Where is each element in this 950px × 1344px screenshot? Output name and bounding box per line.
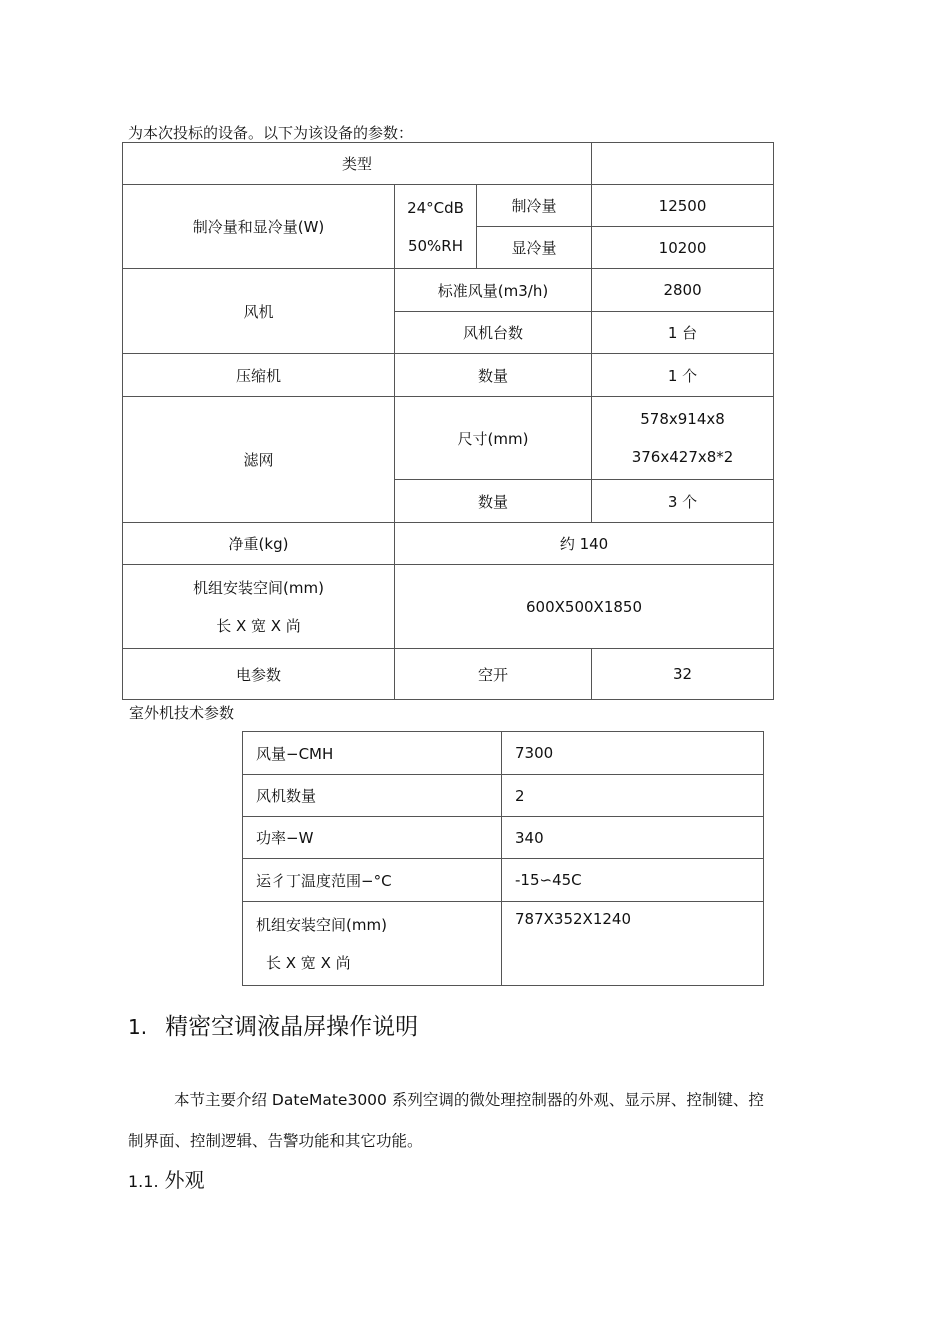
outdoor-title: 室外机技术参数	[129, 704, 235, 722]
filter-size-value	[592, 397, 774, 480]
cooling-label: 制冷量和显冷量(W)	[123, 185, 395, 269]
compressor-qty-value: 1 个	[592, 354, 774, 397]
outdoor-spec-table	[242, 731, 764, 986]
test-condition	[395, 185, 477, 269]
outdoor-row-label: 风量−CMH	[243, 732, 502, 775]
indoor-spec-table	[122, 142, 774, 700]
outdoor-row-label: 运彳丁温度范围−°C	[243, 859, 502, 902]
section-paragraph: 本节主要介绍 DateMate3000 系列空调的微处理控制器的外观、显示屏、控制键、控制界面、控制逻辑、告警功能和其它功能。	[128, 1091, 764, 1150]
outdoor-row-value: 7300	[502, 732, 764, 775]
filter-size-2: 376x427x8*2	[631, 448, 734, 466]
section-heading-1	[128, 1008, 418, 1041]
space-label-1: 机组安装空间(mm)	[193, 578, 324, 597]
filter-qty-label: 数量	[395, 480, 592, 523]
outdoor-row-label: 功率−W	[243, 817, 502, 859]
electrical-label: 电参数	[123, 649, 395, 700]
intro-text: 为本次投标的设备。以下为该设备的参数：	[128, 124, 414, 142]
outdoor-space-value: 787X352X1240	[502, 902, 764, 986]
space-label	[123, 565, 395, 649]
filter-label: 滤网	[123, 397, 395, 523]
space-label-2: 长 X 宽 X 尚	[216, 616, 301, 635]
weight-value: 约 140	[395, 523, 774, 565]
type-label: 类型	[123, 143, 592, 185]
space-value: 600X500X1850	[395, 565, 774, 649]
type-value	[592, 143, 774, 185]
filter-size-1: 578x914x8	[640, 410, 725, 428]
compressor-label: 压缩机	[123, 354, 395, 397]
breaker-label: 空开	[395, 649, 592, 700]
fan-count-label: 风机台数	[395, 312, 592, 354]
outdoor-row-label: 风机数量	[243, 775, 502, 817]
section-heading-1-1	[128, 1164, 205, 1193]
subsection-title: 外观	[164, 1168, 205, 1192]
outdoor-row-value: 2	[502, 775, 764, 817]
cooling-sensible-label: 显冷量	[477, 227, 592, 269]
fan-count-value: 1 台	[592, 312, 774, 354]
cooling-total-value: 12500	[592, 185, 774, 227]
outdoor-space-label-1: 机组安装空间(mm)	[256, 915, 387, 934]
outdoor-space-label-2: 长 X 宽 X 尚	[266, 953, 351, 972]
airflow-label: 标准风量(m3/h)	[395, 269, 592, 312]
outdoor-row-value: -15∽45C	[502, 859, 764, 902]
cooling-total-label: 制冷量	[477, 185, 592, 227]
outdoor-row-value: 340	[502, 817, 764, 859]
compressor-qty-label: 数量	[395, 354, 592, 397]
outdoor-space-label	[243, 902, 502, 986]
section-title: 精密空调液晶屏操作说明	[165, 1014, 419, 1040]
subsection-number: 1.1.	[128, 1172, 159, 1191]
section-number: 1.	[128, 1015, 148, 1039]
fan-label: 风机	[123, 269, 395, 354]
weight-label: 净重(kg)	[123, 523, 395, 565]
condition-rh: 50%RH	[407, 236, 464, 255]
filter-size-label: 尺寸(mm)	[395, 397, 592, 480]
filter-qty-value: 3 个	[592, 480, 774, 523]
airflow-value: 2800	[592, 269, 774, 312]
cooling-sensible-value: 10200	[592, 227, 774, 269]
condition-db: 24°CdB	[407, 198, 464, 217]
breaker-value: 32	[592, 649, 774, 700]
